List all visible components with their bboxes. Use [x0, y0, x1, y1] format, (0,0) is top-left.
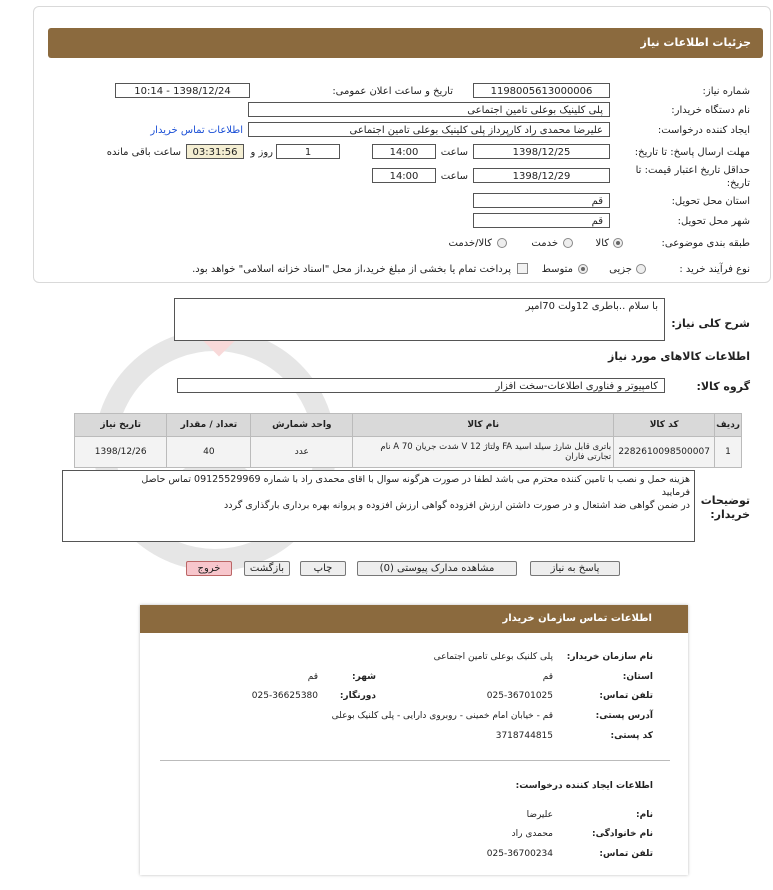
buyer-contact-link[interactable]: اطلاعات تماس خریدار	[150, 125, 243, 136]
validity-label-2: تاریخ:	[726, 178, 750, 189]
contact-card	[140, 605, 688, 875]
col-row: ردیف	[715, 414, 742, 437]
col-unit: واحد شمارش	[251, 414, 353, 437]
creator-phone-value: 025-36700234	[486, 849, 553, 859]
validity-time-field[interactable]: 14:00	[372, 168, 436, 183]
deadline-date-field[interactable]: 1398/12/25	[473, 144, 610, 159]
contact-card-title: اطلاعات تماس سازمان خریدار	[502, 613, 652, 624]
col-code: کد کالا	[614, 414, 715, 437]
postal-value: 3718744815	[495, 731, 553, 741]
goods-info-title: اطلاعات کالاهای مورد نیاز	[608, 350, 750, 363]
treasury-note: پرداخت تمام یا بخشی از مبلغ خرید،از محل "اسناد خزانه اسلامی" خواهد بود.	[192, 264, 511, 275]
remaining-label: ساعت باقی مانده	[106, 147, 181, 158]
buyer-notes-label: توضیحات	[700, 494, 750, 507]
summary-label: شرح کلی نیاز:	[671, 317, 750, 330]
remaining-time-field: 03:31:56	[186, 144, 244, 159]
city-field[interactable]: قم	[473, 213, 610, 228]
need-number-label: شماره نیاز:	[702, 86, 750, 97]
back-button[interactable]: بازگشت	[244, 561, 290, 576]
cell-name: باتری قابل شارژ سیلد اسید FA ولتاژ 12 V شدت جریان 70 A نام تجارتی فاران	[353, 437, 614, 468]
name-value: علیرضا	[526, 810, 553, 820]
city-label: شهر:	[352, 672, 376, 682]
page-title: جزئیات اطلاعات نیاز	[640, 36, 751, 49]
col-date: تاریخ نیاز	[75, 414, 167, 437]
province-label: استان:	[622, 672, 653, 682]
announce-field[interactable]: 1398/12/24 - 10:14	[115, 83, 250, 98]
fax-label: دورنگار:	[339, 691, 376, 701]
province-value: قم	[542, 672, 553, 682]
buyer-notes-line-1: هزینه حمل و نصب با تامین کننده محترم می باشد لطفا در صورت هرگونه سوال با اقای محمدی راد با شماره 09125529969 تماس حاصل	[141, 474, 690, 485]
address-value: قم - خیابان امام خمینی - روبروی دارایی - پلی کلنیک بوعلی	[331, 711, 553, 721]
requester-label: ایجاد کننده درخواست:	[657, 125, 750, 136]
goods-table	[74, 413, 742, 468]
category-option-both: کالا/خدمت	[448, 238, 492, 249]
category-radio-both[interactable]	[497, 238, 507, 248]
validity-label: حداقل تاریخ اعتبار قیمت: تا	[635, 165, 750, 176]
fax-value: 025-36625380	[251, 691, 318, 701]
goods-group-label: گروه کالا:	[696, 380, 750, 393]
cell-code: 2282610098500007	[614, 437, 715, 468]
category-radio-service[interactable]	[563, 238, 573, 248]
org-label: نام سازمان خریدار:	[566, 652, 653, 662]
buyer-org-label: نام دستگاه خریدار:	[671, 105, 750, 116]
summary-textarea[interactable]	[174, 298, 665, 341]
announce-label: تاریخ و ساعت اعلان عمومی:	[332, 86, 453, 97]
print-button[interactable]: چاپ	[300, 561, 346, 576]
creator-phone-label: تلفن تماس:	[599, 849, 653, 859]
need-number-field[interactable]: 1198005613000006	[473, 83, 610, 98]
cell-unit: عدد	[251, 437, 353, 468]
col-qty: تعداد / مقدار	[167, 414, 251, 437]
process-radio-medium[interactable]	[578, 264, 588, 274]
category-label: طبقه بندی موضوعی:	[661, 238, 750, 249]
requester-field[interactable]: علیرضا محمدی راد کارپرداز پلی کلینیک بوعلی تامین اجتماعی	[248, 122, 610, 137]
address-label: آدرس پستی:	[595, 711, 653, 721]
table-header-row	[75, 414, 742, 437]
cell-date: 1398/12/26	[75, 437, 167, 468]
page-header	[48, 28, 763, 58]
days-label: روز و	[250, 147, 273, 158]
deadline-time-label: ساعت	[440, 147, 468, 158]
category-option-goods: کالا	[595, 238, 609, 249]
buyer-org-field[interactable]: پلی کلینیک بوعلی تامین اجتماعی	[248, 102, 610, 117]
col-name: نام کالا	[353, 414, 614, 437]
days-field[interactable]: 1	[276, 144, 340, 159]
process-option-medium: متوسط	[541, 264, 573, 275]
reply-button[interactable]: پاسخ به نیاز	[530, 561, 620, 576]
family-value: محمدی راد	[511, 829, 553, 839]
attachments-button[interactable]: مشاهده مدارک پیوستی (0)	[357, 561, 517, 576]
cell-row: 1	[715, 437, 742, 468]
card-divider	[160, 760, 670, 761]
creator-title: اطلاعات ایجاد کننده درخواست:	[515, 781, 653, 791]
exit-button[interactable]: خروج	[186, 561, 232, 576]
province-label: استان محل تحویل:	[671, 196, 750, 207]
name-label: نام:	[636, 810, 653, 820]
validity-time-label: ساعت	[440, 171, 468, 182]
table-row[interactable]	[75, 437, 742, 468]
deadline-label: مهلت ارسال پاسخ: تا تاریخ:	[634, 147, 750, 158]
buyer-notes-label-2: خریدار:	[710, 508, 750, 521]
category-radio-goods[interactable]	[613, 238, 623, 248]
province-field[interactable]: قم	[473, 193, 610, 208]
family-label: نام خانوادگی:	[591, 829, 653, 839]
summary-text: با سلام ..باطری 12ولت 70امپر	[525, 301, 658, 312]
buyer-notes-line-3: در ضمن گواهی ضد اشتعال و در صورت داشتن ارزش افزوده گواهی ارزش افزوده و پروانه بهره برداری بارگذاری گردد	[224, 500, 690, 511]
phone-value: 025-36701025	[486, 691, 553, 701]
cell-qty: 40	[167, 437, 251, 468]
phone-label: تلفن تماس:	[599, 691, 653, 701]
category-option-service: خدمت	[531, 238, 558, 249]
validity-date-field[interactable]: 1398/12/29	[473, 168, 610, 183]
goods-group-field[interactable]: کامپیوتر و فناوری اطلاعات-سخت افزار	[177, 378, 665, 393]
city-value: قم	[307, 672, 318, 682]
deadline-time-field[interactable]: 14:00	[372, 144, 436, 159]
process-label: نوع فرآیند خرید :	[679, 264, 750, 275]
postal-label: کد پستی:	[610, 731, 653, 741]
process-option-minor: جزیی	[609, 264, 632, 275]
city-label: شهر محل تحویل:	[677, 216, 750, 227]
contact-card-header	[140, 605, 688, 633]
treasury-checkbox[interactable]	[517, 263, 528, 274]
buyer-notes-line-2: فرمایید	[661, 487, 690, 498]
org-value: پلی کلنیک بوعلی تامین اجتماعی	[433, 652, 553, 662]
process-radio-minor[interactable]	[636, 264, 646, 274]
buyer-notes-textarea[interactable]	[62, 470, 695, 542]
